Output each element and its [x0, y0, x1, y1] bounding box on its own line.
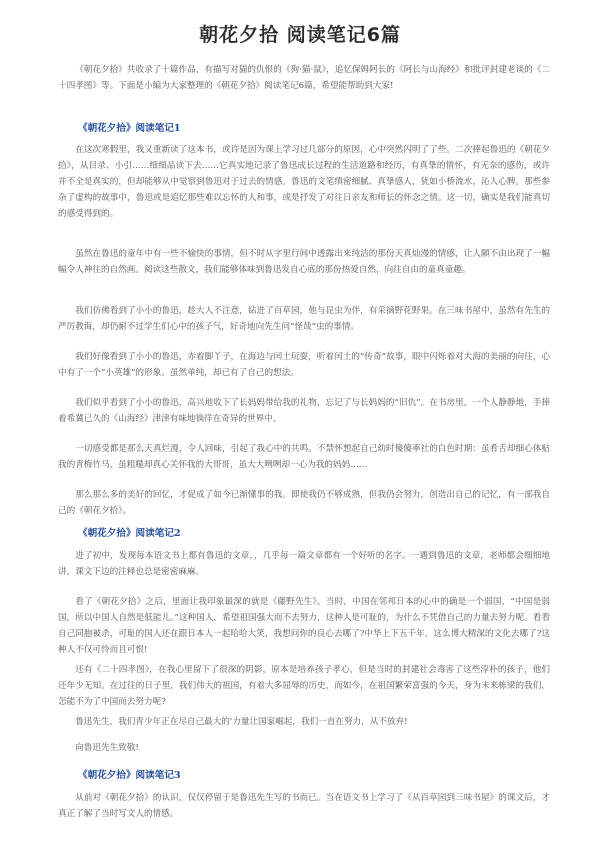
paragraph: 一切感受都是那么天真烂漫，令人回味，引起了我心中的共鸣。不禁怀想起自己幼时傻傻率社的白色时期：虽肴舌却细心体贴我的青梅竹马，虽粗糙却真心关怀我的大哥哥，虽大大咧咧却一心为我的妈妈……: [58, 444, 550, 470]
paragraph: 从前对《朝花夕拾》的认识，仅仅停留于是鲁迅先生写的书而已。当在语文书上学习了《从百草园到三味书屋》的课文后，才真正了解了当时写文人的情感。: [58, 793, 550, 819]
paragraph: 看了《朝花夕拾》之后，里面让我印象最深的就是《藤野先生》。当时，中国在邻邦日本的心中的确是一个弱国，“中国是弱国，所以中国人自然是低能儿。”这种国人，希望祖国强大而不去努力，这种人是可耻的，为什么不凭借自己的力量去努力呢。看看自己同胞被杀，可耻的国人还在跟日本人一起哈哈大笑，我想问你的良心去哪了?中华上下五千年，这么博大精深的文化去哪了?这种人不仅可怜而且可恨!: [58, 597, 550, 655]
paragraph: 鲁迅先生，我们青少年正在尽自己最大的'力量让国家崛起，我们一直在努力，从不放弃!: [75, 717, 408, 727]
paragraph: 在这次寒假里，我又重新读了这本书，或许是因为课上学习过几部分的原因，心中突然闪明了了些。二次捧起鲁迅的《朝花夕拾》，从目录、小引……细细品读下去……它真实地记录了鲁迅成长过程的生活道路和经历，有真挚的情怀，有无奈的感伤，或许并不全是真实的，但却能够从中觉察到鲁迅对于过去的情感。鲁迅的文笔缜密细腻、真挚感人，犹如小桥流水，沁人心脾。那些参杂了虚构的故事中，鲁迅或是追忆那些难以忘怀的人和事，或是抒发了对往日亲友和师长的怀念之情。这一切，确实是我们能真切的感受得到的。: [58, 145, 550, 219]
document-title: 朝花夕拾 阅读笔记6篇: [199, 24, 401, 46]
section-heading-1: 《朝花夕拾》阅读笔记1: [78, 123, 181, 134]
paragraph: 进了初中，发现每本语文书上都有鲁迅的文章，，几乎每一篇文章都有一个好听的名字。一遇到鲁迅的文章，老师都会细细地讲，课文下边的注释也总是密密麻麻。: [58, 551, 550, 577]
paragraph: 虽然在鲁迅的童年中有一些不愉快的事情，但不时从字里行间中透露出来纯洁的那份天真灿漫的情感，让人願不由出现了一幅幅令人神往的自然画。阅读这些散文，我们能够体味到鲁迅发自心底的那份热爱自然，向往自由的童真童趣。: [58, 249, 550, 275]
paragraph: 那么那么多的美好的回忆，才促成了如今已渐懂事的我。即使我仍不够成熟，但我仍会努力，创造出自己的记忆，有一部我自己的《朝花夕拾》。: [58, 490, 550, 516]
intro-paragraph: 《朝花夕拾》共收录了十篇作品，有描写对猫的仇恨的《狗·猫·鼠》，追忆保姆阿长的《阿长与山海经》和批评封建老谈的《二十四孝图》等。下面是小编为大家整理的《朝花夕拾》阅读笔记6篇，希望能帮助到大家!: [58, 65, 550, 91]
paragraph: 我们似乎看到了小小的鲁迅，高兴地收下了长妈妈带给我的礼物，忘记了与长妈妈的“旧仇”。在书房里，一个人静静地，手捧着希冀已久的《山海经》津津有味地徜徉在奇异的世界中。: [58, 398, 550, 424]
section-heading-2: 《朝花夕拾》阅读笔记2: [78, 528, 181, 539]
paragraph: 向鲁迅先生致敬!: [75, 743, 139, 753]
paragraph: 还有《二十四孝图》，在我心里留下了很深的阴影，原本是培养孩子孝心，但是当时的封建社会毒害了这些淳朴的孩子，他们还年少无知。在过往的日子里，我们伟大的祖国，有着大多屈辱的历史，而如今，在祖国繁荣富强的今天，身为未来栋梁的我们，怎能不为了中国而去努力呢?: [58, 665, 550, 707]
paragraph: 我们仿佛看到了小小的鲁迅，趁大人不注意，钻进了百草园，他与昆虫为伴，有采摘野花野果。在三味书屋中，虽然有先生的严厉教诲，却仍耐不过学生们心中的孩子气，好奇地向先生问“怪哉”虫的事情。: [58, 306, 550, 332]
section-heading-3: 《朝花夕拾》阅读笔记3: [78, 770, 181, 781]
paragraph: 我们好像看到了小小的鲁迅，赤着脚丫子，在海边与闰土玩耍，听着闰土的“传奇”故事，眼中闪烁着对大海的美丽的向往，心中有了一个“小英雄”的形象。虽然单纯，却已有了自己的想法。: [58, 352, 550, 378]
